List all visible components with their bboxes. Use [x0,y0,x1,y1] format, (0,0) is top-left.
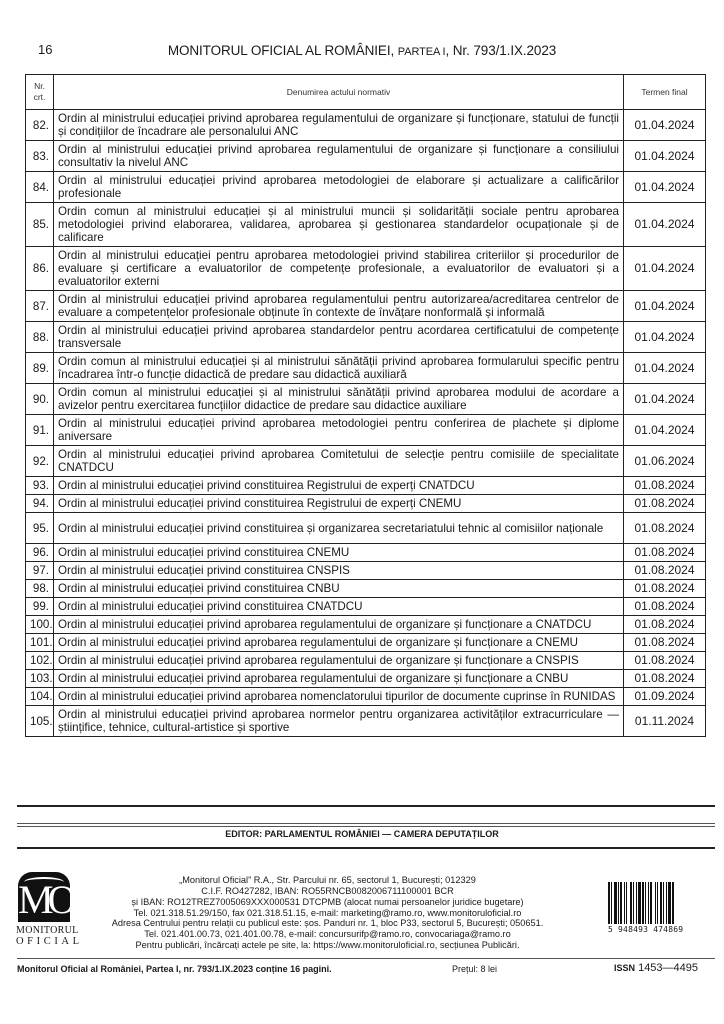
address-line: C.I.F. RO427282, IBAN: RO55RNCB0082006711100001 BCR [201,886,454,896]
table-row [26,562,706,580]
deadline-date: 01.04.2024 [624,291,706,322]
deadline-date: 01.04.2024 [624,384,706,415]
table-row [26,322,706,353]
logo-monogram: MO [18,877,71,922]
table-row [26,598,706,616]
column-header-deadline: Termen final [624,75,706,110]
row-number: 98. [26,580,54,598]
deadline-date: 01.08.2024 [624,634,706,652]
deadline-date: 01.08.2024 [624,616,706,634]
deadline-date: 01.08.2024 [624,598,706,616]
logo-emblem-icon [18,872,70,922]
row-number: 93. [26,477,54,495]
row-number: 84. [26,172,54,203]
column-header-name: Denumirea actului normativ [54,75,624,110]
table-row [26,544,706,562]
deadline-date: 01.08.2024 [624,513,706,544]
deadline-date: 01.08.2024 [624,495,706,513]
act-title: Ordin al ministrului educației privind constituirea CNBU [54,580,624,598]
pr-line: Pentru publicări, încărcați actele pe site, la: https://www.monitoruloficial.ro, secțiunea Publicări. [135,940,520,950]
table-row [26,513,706,544]
act-title: Ordin comun al ministrului educației și al ministrului sănătății privind aprobarea formularului specific pentru încadrarea într-o funcție didactică de predare sau didactică auxiliară [54,353,624,384]
act-title: Ordin al ministrului educației privind aprobarea metodologiei de elaborare și actualizare a calificărilor profesionale [54,172,624,203]
divider-thin [17,826,715,827]
deadline-date: 01.04.2024 [624,322,706,353]
table-row [26,141,706,172]
public-relations-info [90,918,565,951]
table-row [26,247,706,291]
act-title: Ordin al ministrului educației privind aprobarea metodologiei pentru conferirea de plachete și diplome aniversare [54,415,624,446]
table-row [26,172,706,203]
act-title: Ordin al ministrului educației privind aprobarea regulamentului de organizare și funcționare a CNEMU [54,634,624,652]
divider-thin [17,958,715,959]
deadline-date: 01.04.2024 [624,203,706,247]
table-row [26,495,706,513]
row-number: 92. [26,446,54,477]
table-row [26,384,706,415]
pr-line: Tel. 021.401.00.73, 021.401.00.78, e-mail: concursurifp@ramo.ro, convocariaga@ramo.ro [144,929,511,939]
act-title: Ordin al ministrului educației privind aprobarea Comitetului de selecție pentru comisiile de specialitate CNATDCU [54,446,624,477]
act-title: Ordin al ministrului educației privind aprobarea standardelor pentru acordarea certificatului de competențe transversale [54,322,624,353]
table-row [26,670,706,688]
publication-part: PARTEA I [397,46,446,58]
address-line: și IBAN: RO12TREZ7005069XXX000531 DTCPMB (alocat numai persoanelor juridice bugetare) [131,897,524,907]
publication-title: MONITORUL OFICIAL AL ROMÂNIEI, [167,43,398,58]
table-row [26,415,706,446]
deadline-date: 01.09.2024 [624,688,706,706]
row-number: 101. [26,634,54,652]
table-row [26,634,706,652]
table-row [26,353,706,384]
table-row [26,110,706,141]
row-number: 103. [26,670,54,688]
table-row [26,706,706,737]
table-row [26,446,706,477]
row-number: 83. [26,141,54,172]
logo-line1: MONITORUL [16,925,79,936]
row-number: 91. [26,415,54,446]
act-title: Ordin al ministrului educației privind constituirea Registrului de experți CNEMU [54,495,624,513]
barcode-number: 5 948493 474869 [608,925,684,934]
deadline-date: 01.08.2024 [624,562,706,580]
address-line: Tel. 021.318.51.29/150, fax 021.318.51.15, e-mail: marketing@ramo.ro, www.monitoruloficial.ro [133,908,522,918]
price: Prețul: 8 lei [452,964,498,974]
deadline-date: 01.08.2024 [624,670,706,688]
act-title: Ordin al ministrului educației privind constituirea CNSPIS [54,562,624,580]
row-number: 100. [26,616,54,634]
table-header-row [26,75,706,110]
row-number: 104. [26,688,54,706]
deadline-date: 01.06.2024 [624,446,706,477]
act-title: Ordin al ministrului educației privind constituirea și organizarea secretariatului tehnic al comisiilor naționale [54,513,624,544]
table-row [26,652,706,670]
deadline-date: 01.08.2024 [624,477,706,495]
logo-line2: OFICIAL [16,936,83,947]
row-number: 96. [26,544,54,562]
row-number: 102. [26,652,54,670]
act-title: Ordin al ministrului educației privind aprobarea regulamentului de organizare și funcționare a consiliului consultativ la nivelul ANC [54,141,624,172]
act-title: Ordin al ministrului educației privind constituirea CNEMU [54,544,624,562]
act-title: Ordin al ministrului educației privind constituirea Registrului de experți CNATDCU [54,477,624,495]
row-number: 88. [26,322,54,353]
act-title: Ordin al ministrului educației privind aprobarea regulamentului de organizare și funcționare, statului de funcții și condițiilor de încadrare ale personalului ANC [54,110,624,141]
row-number: 82. [26,110,54,141]
act-title: Ordin al ministrului educației pentru aprobarea metodologiei privind stabilirea criteriilor și procedurilor de evaluare și certificare a evaluatorilor de competențe profesionale, a evaluatorilor de evaluatori și a evaluatorilor externi [54,247,624,291]
act-title: Ordin al ministrului educației privind aprobarea regulamentului de organizare și funcționare a CNSPIS [54,652,624,670]
publication-issue: , Nr. 793/1.IX.2023 [445,43,557,58]
row-number: 105. [26,706,54,737]
deadline-date: 01.04.2024 [624,172,706,203]
barcode-bars-icon [608,882,693,924]
address-line: „Monitorul Oficial” R.A., Str. Parcului nr. 65, sectorul 1, București; 012329 [179,875,476,885]
pr-line: Adresa Centrului pentru relații cu publicul este: șos. Panduri nr. 1, bloc P33, sectorul 5, București; 050651. [111,918,544,928]
deadline-date: 01.08.2024 [624,652,706,670]
table-row [26,688,706,706]
act-title: Ordin comun al ministrului educației și al ministrului muncii și solidarității sociale pentru aprobarea metodologiei privind elaborarea, validarea, aprobarea și gestionarea standardelor ocupaționale și de calificare [54,203,624,247]
normative-acts-table [25,74,706,737]
monitorul-oficial-logo [16,872,83,947]
page-number: 16 [38,42,53,57]
act-title: Ordin comun al ministrului educației și al ministrului sănătății privind aprobarea modului de acordare a avizelor pentru exercitarea funcțiilor didactice de predare sau didactice auxiliare [54,384,624,415]
deadline-date: 01.04.2024 [624,141,706,172]
row-number: 85. [26,203,54,247]
column-header-nr: Nr. crt. [26,75,54,110]
table-row [26,477,706,495]
act-title: Ordin al ministrului educației privind aprobarea regulamentului de organizare și funcționare a CNATDCU [54,616,624,634]
row-number: 94. [26,495,54,513]
row-number: 86. [26,247,54,291]
act-title: Ordin al ministrului educației privind constituirea CNATDCU [54,598,624,616]
running-header [0,43,724,58]
row-number: 89. [26,353,54,384]
act-title: Ordin al ministrului educației privind aprobarea nomenclatorului tipurilor de documente cuprinse în RUNIDAS [54,688,624,706]
publisher-address [90,875,565,919]
barcode-bar [672,882,674,924]
deadline-date: 01.04.2024 [624,415,706,446]
deadline-date: 01.04.2024 [624,247,706,291]
table-row [26,291,706,322]
act-title: Ordin al ministrului educației privind aprobarea regulamentului de organizare și funcționare a CNBU [54,670,624,688]
divider-thin [17,823,715,824]
row-number: 87. [26,291,54,322]
deadline-date: 01.08.2024 [624,544,706,562]
row-number: 99. [26,598,54,616]
row-number: 90. [26,384,54,415]
deadline-date: 01.11.2024 [624,706,706,737]
issn: ISSN 1453—4495 [614,962,699,974]
deadline-date: 01.04.2024 [624,110,706,141]
barcode [608,882,693,934]
act-title: Ordin al ministrului educației privind aprobarea normelor pentru organizarea activităților extracurriculare — științifice, tehnice, cultural-artistice și sportive [54,706,624,737]
editor-line: EDITOR: PARLAMENTUL ROMÂNIEI — CAMERA DEPUTAȚILOR [225,829,499,839]
deadline-date: 01.08.2024 [624,580,706,598]
row-number: 95. [26,513,54,544]
deadline-date: 01.04.2024 [624,353,706,384]
table-row [26,203,706,247]
divider-thick [17,805,715,807]
divider-thick [17,847,715,849]
issue-note: Monitorul Oficial al României, Partea I, nr. 793/1.IX.2023 conține 16 pagini. [17,964,332,974]
table-row [26,580,706,598]
act-title: Ordin al ministrului educației privind aprobarea regulamentului pentru autorizarea/acreditarea centrelor de evaluare a competențelor profesionale obținute în contexte de învățare nonformală și informală [54,291,624,322]
row-number: 97. [26,562,54,580]
table-row [26,616,706,634]
